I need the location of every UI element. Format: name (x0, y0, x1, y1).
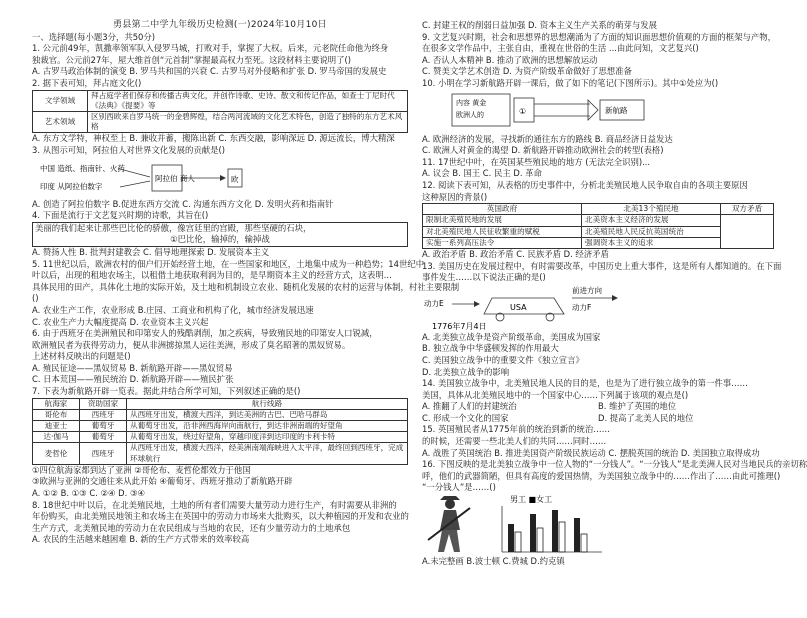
q7-cell: 迪亚士 (33, 421, 80, 432)
q14-line1: 14. 美国独立战争中，北美殖民地人民的目的是，也是为了进行独立战争的第一件事…… (422, 378, 748, 389)
q7-table (32, 398, 408, 465)
q3-label-b: 印度 从阿拉伯数字 (40, 181, 103, 191)
q10-label-d: 新航路 (605, 105, 628, 115)
q12-options: A. 政治矛盾 B. 政治矛盾 C. 民族矛盾 D. 经济矛盾 (422, 248, 609, 259)
q10-label-c: ① (519, 106, 527, 116)
q13-label-usa: USA (510, 302, 527, 312)
q7-stem: 7. 下表为新航路开辟一览表。据此并结合所学可知，下列叙述正确的是() (32, 386, 301, 397)
q7-cell: 西班牙 (80, 409, 127, 420)
q7-cell: 葡萄牙 (80, 421, 127, 432)
right-column (422, 20, 807, 568)
table-row (33, 90, 408, 111)
q8-line3: 生产方式，北美殖民地的劳动力在农民组成与当地的农民，还有少量劳动力的土地承包 (32, 522, 351, 533)
table-row (33, 432, 408, 443)
q14-option-a: A. 推翻了人们的封建统治 (422, 401, 517, 412)
exam-title: 勇县第二中学九年级历史检测(一)2024年10月10日 (113, 20, 327, 30)
bar (581, 534, 587, 552)
q4-poem-line2: ①巴比伦，输掉的，输掉战 (170, 234, 270, 245)
q11-options: A. 议会 B. 国王 C. 民主 D. 革命 (422, 168, 542, 179)
q12-cell: 北美资本主义经济的发展 (581, 215, 720, 226)
q6-line1: 6. 由于西班牙在美洲殖民和印第安人的残酷剥削，加之疾病，导致殖民地的印第安人口锐减， (32, 328, 378, 339)
q12-cell: 实施一系列高压法令 (423, 237, 582, 248)
q2-cell-key: 文学领域 (33, 90, 88, 111)
q7-cell: 从葡萄牙出发，沿非洲西海岸向南航行，到达非洲南端的好望角 (127, 421, 408, 432)
q12-cell: 强调资本主义的追求 (581, 237, 720, 248)
q10-diagram (422, 90, 774, 134)
bar (515, 532, 521, 552)
bar (508, 524, 514, 552)
q5-line3: 具体民用的田产，具体化土地的实际开始，及土地和机制设立农业、随机化发展的农村的运营与体制，村社主要限制 (32, 281, 460, 292)
q6-options-cd: C. 日本荒国——殖民统治 D. 新航路开辟——殖民扩张 (32, 374, 234, 385)
q2-options: A. 东方文学特，神权至上 B. 兼收并蓄，搬陈出新 C. 东西交融，影响深远 D. 源远流长，博大精深 (32, 133, 395, 144)
q2-cell-value: 拜占庭学者们保存和传播古典文化，并创作诗歌、史诗、散文和传记作品，如查士丁尼时代《法典》《提要》等 (88, 90, 408, 111)
q9-options-ab: A. 否认人本精神 B. 推动了欧洲的思想解放运动 (422, 54, 598, 65)
q15-options: A. 战胜了英国统治 B. 推进美国资产阶级民族运动 C. 摆脱英国的统治 D. 美国独立取得成功 (422, 447, 760, 458)
q3-stem: 3. 从图示可知，阿拉伯人对世界文化发展的贡献是() (32, 144, 226, 155)
q7-cell: 从西班牙出发，横渡大西洋，经美洲南端海峡进入太平洋，最终回到西班牙，完成环球航行 (127, 443, 408, 464)
q12-line2: 这种原因的背景() (422, 191, 488, 202)
q13-cartoon (422, 284, 774, 332)
q7-statements-2: ③欧洲与亚洲的交通往来从此开始 ④葡萄牙、西班牙推动了新航路开辟 (32, 476, 293, 487)
q7-header-route: 航行线路 (127, 398, 408, 409)
q14-options-ab (422, 401, 774, 413)
q9-line2: 在很多文学作品中，主张自由，重视在世俗的生活 ...由此问知，文艺复兴() (422, 43, 699, 54)
q7-cell: 从西班牙出发，横渡大西洋，到达美洲的古巴、巴哈马群岛 (127, 409, 408, 420)
q13-line2: 事件发生……以下说法正确的是() (422, 272, 546, 283)
q6-options-ab: A. 殖民征途——黑奴贸易 B. 新航路开辟——黑奴贸易 (32, 362, 233, 373)
q16-options: A.未完整画 B.波士顿 C.费城 D.约克镇 (422, 556, 565, 567)
bar (537, 528, 543, 552)
q10-label-a: 内容 黄金 (456, 98, 487, 107)
q16-line1: 16. 下图反映的是北美独立战争中一位人物的“一分钱人”。“一分钱人”是北美洲人民对当地民兵的亲切称 (422, 459, 807, 470)
q13-label-force-f: 动力F (572, 302, 592, 312)
bar (530, 514, 536, 552)
q16-line3: “一分钱人”是……() (422, 482, 496, 493)
q12-header-conflict: 双方矛盾 (721, 204, 774, 215)
q12-header-britain: 英国政府 (423, 204, 582, 215)
q9-line1: 9. 文艺复兴时期，社会和思想界的思想潮涌为了方面的知识面思想价值观的方面的框架与产物， (422, 31, 777, 42)
bar (552, 510, 558, 552)
q7-cell: 葡萄牙 (80, 432, 127, 443)
q16-chart-legend: 男工 ■女工 (510, 495, 553, 505)
table-row (423, 215, 774, 226)
minuteman-figure (428, 496, 470, 552)
q15-line2: 的时候，还需要一些北美人们的共同……同时…… (422, 436, 607, 447)
q1-line1: 1. 公元前49年，凯撒率领军队入侵罗马城，打败对手，掌握了大权。后来，元老院任命他为终身 (32, 43, 389, 54)
q5-line1: 5. 11世纪以后，欧洲农村的佃户们开始经营土地，在一些国家和地区，土地集中成为一种趋势；14世纪中 (32, 258, 425, 269)
q7-cell: 达·伽马 (33, 432, 80, 443)
q15-line1: 15. 英国殖民者从1775年前的统治到新的统治…… (422, 424, 611, 435)
bar (574, 518, 580, 552)
q14-option-c: C. 形成一个文化的国家 (422, 412, 509, 423)
q7-statements-1: ①四位航海家都到达了亚洲 ②哥伦布、麦哲伦都效力于他国 (32, 464, 251, 475)
q4-poem-box (32, 222, 408, 247)
q13-option-d: D. 北美独立战争的影响 (422, 366, 510, 377)
q12-cell: 对北美殖民地人民征收繁重的赋税 (423, 226, 582, 237)
q13-label-direction: 前进方向 (572, 285, 602, 295)
q14-option-b: B. 维护了英国的地位 (598, 401, 677, 412)
q12-line1: 12. 阅读下表可知，从表格的历史事件中，分析北美殖民地人民争取自由的各项主要原因 (422, 179, 748, 190)
q8-line2: 年份购买，由北美殖民地领主和农场主在英国中的劳动力市场来大批购买，以大种植园的开发和农业的 (32, 511, 409, 522)
table-header-row (423, 204, 774, 215)
q2-cell-value: 区别西欧来自罗马统一的金碧辉煌，结合两河流域的文化艺术特色，创造了独特的东方艺术风格 (88, 111, 408, 132)
q6-line3: 上述材料反映出的问题是() (32, 351, 131, 362)
q2-table (32, 90, 408, 134)
q8-line1: 8. 18世纪中叶以后，在北美殖民地，土地的所有者们需要大量劳动力进行生产，有时需要从非洲的 (32, 499, 397, 510)
q1-line2: 独裁官。公元前27年，屋大维首创“元首制”掌握最高权力至死。这段材料主要说明了() (32, 54, 351, 65)
q8-options: A. 农民的生活越来越困难 B. 新的生产方式带来的效率较高 (32, 534, 250, 545)
q7-header-navigator: 航海家 (33, 398, 80, 409)
q3-diagram (32, 157, 408, 199)
q7-header-country: 资助国家 (80, 398, 127, 409)
q3-label-d: 欧 (231, 174, 239, 184)
q10-stem: 10. 小明在学习新航路开辟一课后，做了如下的笔记(下图所示)。其中①处应为() (422, 77, 719, 88)
q4-stem: 4. 下面是流行于文艺复兴时期的诗歌，其旨在() (32, 210, 209, 221)
q13-option-c: C. 美国独立战争中的重要文件《独立宣言》 (422, 354, 584, 365)
table-row (33, 421, 408, 432)
q13-label-force-e: 动力E (424, 298, 444, 308)
section-heading: 一、选择题(每小题3分，共50分) (32, 31, 156, 42)
q7-cell: 西班牙 (80, 443, 127, 464)
q1-options: A. 古罗马政治体制的演变 B. 罗马共和国的兴衰 C. 古罗马对外侵略和扩张 D. 罗马帝国的发展史 (32, 66, 387, 77)
bar (559, 522, 565, 552)
q5-line4: () (32, 293, 39, 304)
q7-cell: 哥伦布 (33, 409, 80, 420)
q14-options-cd (422, 413, 774, 425)
q3-label-c: 阿拉伯 商人 (155, 173, 195, 183)
q4-options: A. 赞扬人性 B. 批判封建教会 C. 倡导地理探索 D. 发展资本主义 (32, 246, 270, 257)
q7-cell: 从葡萄牙出发，绕过好望角，穿越印度洋到达印度的卡利卡特 (127, 432, 408, 443)
q6-line2: 欧洲殖民者为获得劳动力，便从非洲掳掠黑人运往美洲，形成了臭名昭著的黑奴贸易。 (32, 339, 351, 350)
carryover-options: C. 封建王权的削弱日益加强 D. 资本主义生产关系的萌芽与发展 (422, 20, 657, 30)
q13-label-date: 1776年7月4日 (432, 321, 487, 331)
q11-stem: 11. 17世纪中叶，在英国某些殖民地的地方 (无法完全识别)... (422, 156, 651, 167)
q13-line1: 13. 美国历史在发展过程中，有时需要改革，中国历史上重大事件，这是所有人都知道的。在下面 (422, 260, 782, 271)
table-row (33, 111, 408, 132)
q13-option-a: A. 北美独立战争是资产阶级革命，美国成为国家 (422, 331, 601, 342)
q3-options: A. 创造了阿拉伯数字 B.促进东西方交流 C. 沟通东西方文化 D. 发明火药和指南针 (32, 198, 334, 209)
q12-cell-merged (721, 215, 774, 249)
q13-option-b: B. 独立战争中华盛顿发挥的作用最大 (422, 343, 559, 354)
q7-cell: 麦哲伦 (33, 443, 80, 464)
q12-table (422, 203, 774, 249)
q2-cell-key: 艺术领域 (33, 111, 88, 132)
q7-options: A. ①② B. ①③ C. ②④ D. ③④ (32, 488, 145, 499)
table-header-row (33, 398, 408, 409)
q5-line2: 叶以后，出现的租地农场主，以租借土地获取利润为目的，是早期资本主义的经营方式，这表明... (32, 270, 392, 281)
table-row (33, 409, 408, 420)
q10-options-ab: A. 欧洲经济的发展，寻找新的通往东方的路线 B. 商品经济日益发达 (422, 133, 673, 144)
q14-line2: 美国，具体从北美殖民地中的一个国家中心……下列属于该项的观点是() (422, 389, 689, 400)
table-row (33, 443, 408, 464)
q16-line2: 呼，他们的武器简陋，但具有高度的爱国热情，为美国独立战争中的……作出了……由此可推理() (422, 470, 781, 481)
q12-cell: 北美殖民地人民反抗英国统治 (581, 226, 720, 237)
q4-poem-line1: 美丽的我们起来让那些巴比伦的骄傲，像宫廷里的宫殿，那些坚硬的石块， (35, 222, 312, 233)
q14-option-d: D. 提高了北美人民的地位 (598, 412, 694, 423)
q10-label-b: 欧洲人的 (456, 110, 484, 119)
q16-figures (422, 494, 774, 556)
q12-cell: 限制北美殖民地的发展 (423, 215, 582, 226)
q5-options-cd: C. 农业生产力大幅度提高 D. 农业资本主义兴起 (32, 316, 209, 327)
q9-options-cd: C. 赞美文学艺术创造 D. 为资产阶级革命做好了思想准备 (422, 66, 632, 77)
q10-options-cd: C. 欧洲人对黄金的渴望 D. 新航路开辟推动欧洲社会的转型(表格) (422, 145, 664, 156)
q5-options-ab: A. 农业生产工作，农业形成 B.庄园、工商业和机构了化，城市经济发展迅速 (32, 304, 314, 315)
q2-stem: 2. 据下表可知，拜占庭文化() (32, 77, 142, 88)
q3-label-a: 中国 造纸、指南针、火药 (40, 163, 125, 173)
q12-header-colonies: 北美13个殖民地 (581, 204, 720, 215)
